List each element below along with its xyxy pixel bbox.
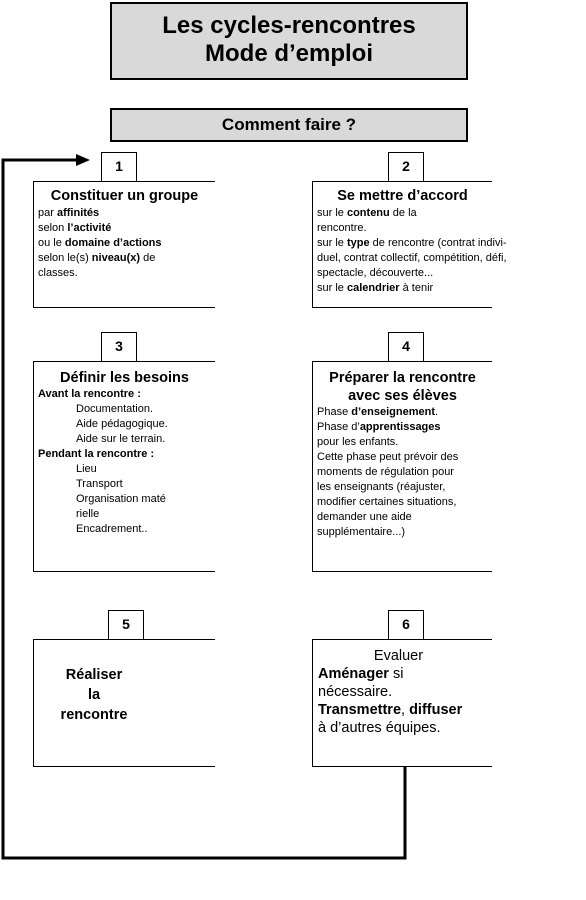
step-title-6: Evaluer — [373, 648, 424, 664]
step-card-5 — [33, 639, 215, 767]
step2-line: rencontre. — [317, 222, 367, 234]
step5-line: rencontre — [60, 707, 128, 723]
during-label: Pendant la rencontre : — [38, 448, 155, 460]
step-number-2: 2 — [388, 152, 424, 182]
subtitle: Comment faire ? — [221, 115, 357, 134]
step2-line: spectacle, découverte... — [317, 267, 434, 279]
step-title-2: Se mettre d’accord — [337, 188, 468, 204]
step6-line: nécessaire. — [318, 684, 393, 700]
step6-line: Aménager si — [318, 666, 404, 682]
step-title-3: Définir les besoins — [60, 370, 189, 386]
step2-line: duel, contrat collectif, compétition, défi, — [317, 252, 507, 264]
step4-line: demander une aide — [317, 511, 412, 523]
step1-line: par affinités — [38, 207, 100, 219]
step-number-4: 4 — [388, 332, 424, 362]
step1-line: ou le domaine d’actions — [38, 237, 162, 249]
step4-line: supplémentaire...) — [317, 526, 406, 538]
during-item: rielle — [76, 508, 100, 520]
step2-line: sur le contenu de la — [317, 207, 417, 219]
step-number-5: 5 — [108, 610, 144, 640]
before-item: Aide sur le terrain. — [76, 433, 166, 445]
step-card-4 — [312, 361, 492, 572]
step-title-1: Constituer un groupe — [50, 188, 199, 204]
step-number-3: 3 — [101, 332, 137, 362]
step5-line: la — [87, 687, 101, 703]
during-item: Lieu — [76, 463, 97, 475]
step-title-4b: avec ses élèves — [348, 388, 457, 404]
during-item: Transport — [76, 478, 123, 490]
before-label: Avant la rencontre : — [38, 388, 141, 400]
step4-line: les enseignants (réajuster, — [317, 481, 446, 493]
during-item: Encadrement.. — [76, 523, 148, 535]
before-item: Aide pédagogique. — [76, 418, 168, 430]
step4-line: Phase d’enseignement. — [317, 406, 439, 418]
step4-line: Cette phase peut prévoir des — [317, 451, 459, 463]
step-card-2 — [312, 181, 507, 308]
step6-line: Transmettre, diffuser — [318, 702, 463, 718]
step-number-6: 6 — [388, 610, 424, 640]
step4-line: pour les enfants. — [317, 436, 399, 448]
step4-line: Phase d’apprentissages — [317, 421, 441, 433]
step4-line: moments de régulation pour — [317, 466, 454, 478]
step-title-4a: Préparer la rencontre — [329, 370, 476, 386]
step6-line: à d’autres équipes. — [318, 720, 441, 736]
step2-line: sur le type de rencontre (contrat indivi- — [317, 237, 507, 249]
step4-line: modifier certaines situations, — [317, 496, 457, 508]
step1-line: selon le(s) niveau(x) de — [38, 252, 156, 264]
step-number-1: 1 — [101, 152, 137, 182]
step-card-1 — [33, 181, 215, 308]
step1-line: selon l’activité — [38, 222, 112, 234]
step5-line: Réaliser — [65, 667, 123, 683]
step-card-3 — [33, 361, 215, 572]
step1-line: classes. — [38, 267, 78, 279]
during-item: Organisation maté — [76, 493, 166, 505]
title-line-1: Les cycles-rencontres — [162, 12, 416, 39]
step-card-6 — [312, 639, 492, 767]
before-item: Documentation. — [76, 403, 154, 415]
step2-line: sur le calendrier à tenir — [317, 282, 434, 294]
title-line-2: Mode d’emploi — [205, 40, 373, 67]
